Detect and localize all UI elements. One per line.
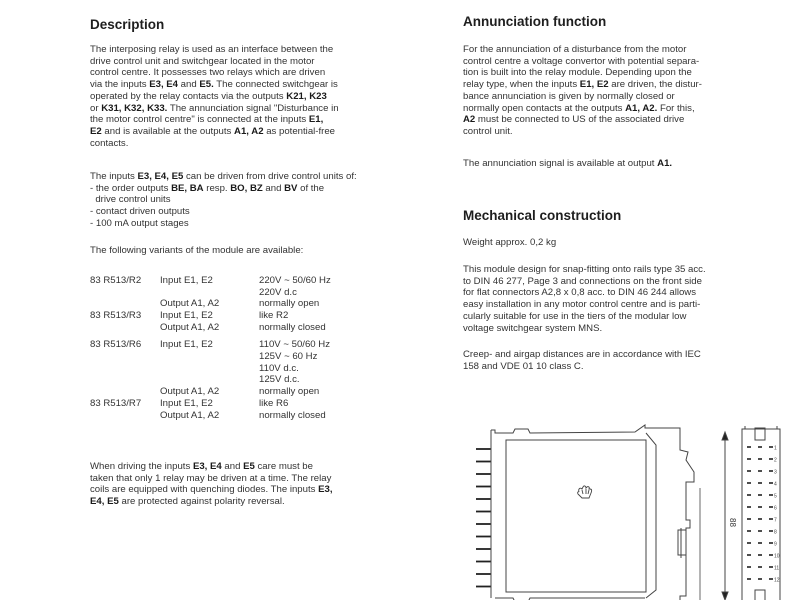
terminal-number: 10 xyxy=(774,553,780,560)
variant-port: Input E1, E2 xyxy=(160,275,213,286)
annunciation-para-1: For the annunciation of a disturbance from the motor control centre a voltage convertor with potential separa- tion is built into the relay module. Depending upon the relay type, when the inputs E1, E2 are driven, the distur- bance annunciation is given by normally closed or normally open contacts at the outputs A1, A2. For this, A2 must be connected to US of the associated drive control unit. xyxy=(463,44,702,137)
mechanical-para-1: This module design for snap-fitting onto rails type 35 acc. to DIN 46 277, Page 3 and connections on the front side for flat connectors A2,8 x 0,8 acc. to DIN 46 244 allows easy installation in any motor control centre and is parti- cularly suitable for use in the tiers of the modular low voltage switchgear system MNS. xyxy=(463,264,706,334)
description-para-3: The following variants of the module are available: xyxy=(90,245,304,256)
variant-port: Output A1, A2 xyxy=(160,386,220,398)
description-para-2: The inputs E3, E4, E5 can be driven from drive control units of: - the order outputs BE, BA resp. BO, BZ and BV of the drive control units - contact driven outputs - 100 mA output stages xyxy=(90,171,357,229)
weight-text: Weight approx. 0,2 kg xyxy=(463,237,557,248)
terminal-number: 4 xyxy=(774,481,777,488)
annunciation-para-2: The annunciation signal is available at output A1. xyxy=(463,158,673,169)
mechanical-para-2: Creep- and airgap distances are in accordance with IEC 158 and VDE 01 10 class C. xyxy=(463,349,701,372)
variant-model: 83 R513/R7 xyxy=(90,397,142,409)
terminal-number: 11 xyxy=(774,565,780,572)
dimension-line xyxy=(722,432,737,600)
variant-spec: like R6 xyxy=(259,397,289,409)
variant-port: Input E1, E2 xyxy=(160,339,213,351)
terminal-number: 1 xyxy=(774,445,777,452)
variant-port: Output A1, A2 xyxy=(160,298,220,310)
variant-spec: 110V ~ 50/60 Hz xyxy=(259,339,331,351)
terminal-number: 9 xyxy=(774,541,777,548)
terminal-front-view xyxy=(742,426,780,600)
side-view-outline xyxy=(476,425,700,600)
description-para-4: When driving the inputs E3, E4 and E5 care must be taken that only 1 relay may be driven at a time. The relay coils are equipped with quenching diodes. The inputs E3, E4, E5 are protected against polarity reversal. xyxy=(90,461,333,508)
annunciation-heading: Annunciation function xyxy=(463,14,607,29)
variant-model: 83 R513/R6 xyxy=(90,339,142,351)
variant-port: Output A1, A2 xyxy=(160,321,220,333)
variant-port: Input E1, E2 xyxy=(160,310,213,322)
variant-model: 83 R513/R2 xyxy=(90,275,142,286)
variant-port: Output A1, A2 xyxy=(160,409,220,421)
variant-spec: normally open xyxy=(259,298,320,310)
terminal-number: 6 xyxy=(774,505,777,512)
variant-spec: 125V d.c. xyxy=(259,374,300,386)
module-drawing xyxy=(460,400,800,600)
hand-grip-icon xyxy=(578,486,592,498)
variant-spec: normally closed xyxy=(259,409,326,421)
variant-spec: normally open xyxy=(259,386,320,398)
variant-model: 83 R513/R3 xyxy=(90,310,142,322)
description-heading: Description xyxy=(90,17,165,32)
terminal-number: 3 xyxy=(774,469,777,476)
variant-spec: 220V d.c xyxy=(259,286,297,298)
terminal-number: 7 xyxy=(774,517,777,524)
variant-port: Input E1, E2 xyxy=(160,397,213,409)
terminal-number: 5 xyxy=(774,493,777,500)
mechanical-heading: Mechanical construction xyxy=(463,208,622,223)
variant-spec: 125V ~ 60 Hz xyxy=(259,351,318,363)
variants-table xyxy=(90,275,390,445)
variant-spec: 110V d.c. xyxy=(259,362,299,374)
variant-spec: 220V ~ 50/60 Hz xyxy=(259,275,331,286)
terminal-number: 12 xyxy=(774,577,780,584)
variant-spec: like R2 xyxy=(259,310,289,322)
terminal-number: 8 xyxy=(774,529,777,536)
description-para-1: The interposing relay is used as an interface between the drive control unit and switchgear located in the motor control centre. It possesses two relays which are driven via the inputs E3, E4 and E5. The connected switchgear is operated by the relay contacts via the outputs K21, K23 or K31, K32, K33. The annunciation signal "Disturbance in the motor control centre" is connected at the inputs E1, E2 and is available at the outputs A1, A2 as potential-free contacts. xyxy=(90,44,339,149)
terminal-number: 2 xyxy=(774,457,777,464)
dimension-label: 88 xyxy=(728,518,737,527)
variant-spec: normally closed xyxy=(259,321,326,333)
